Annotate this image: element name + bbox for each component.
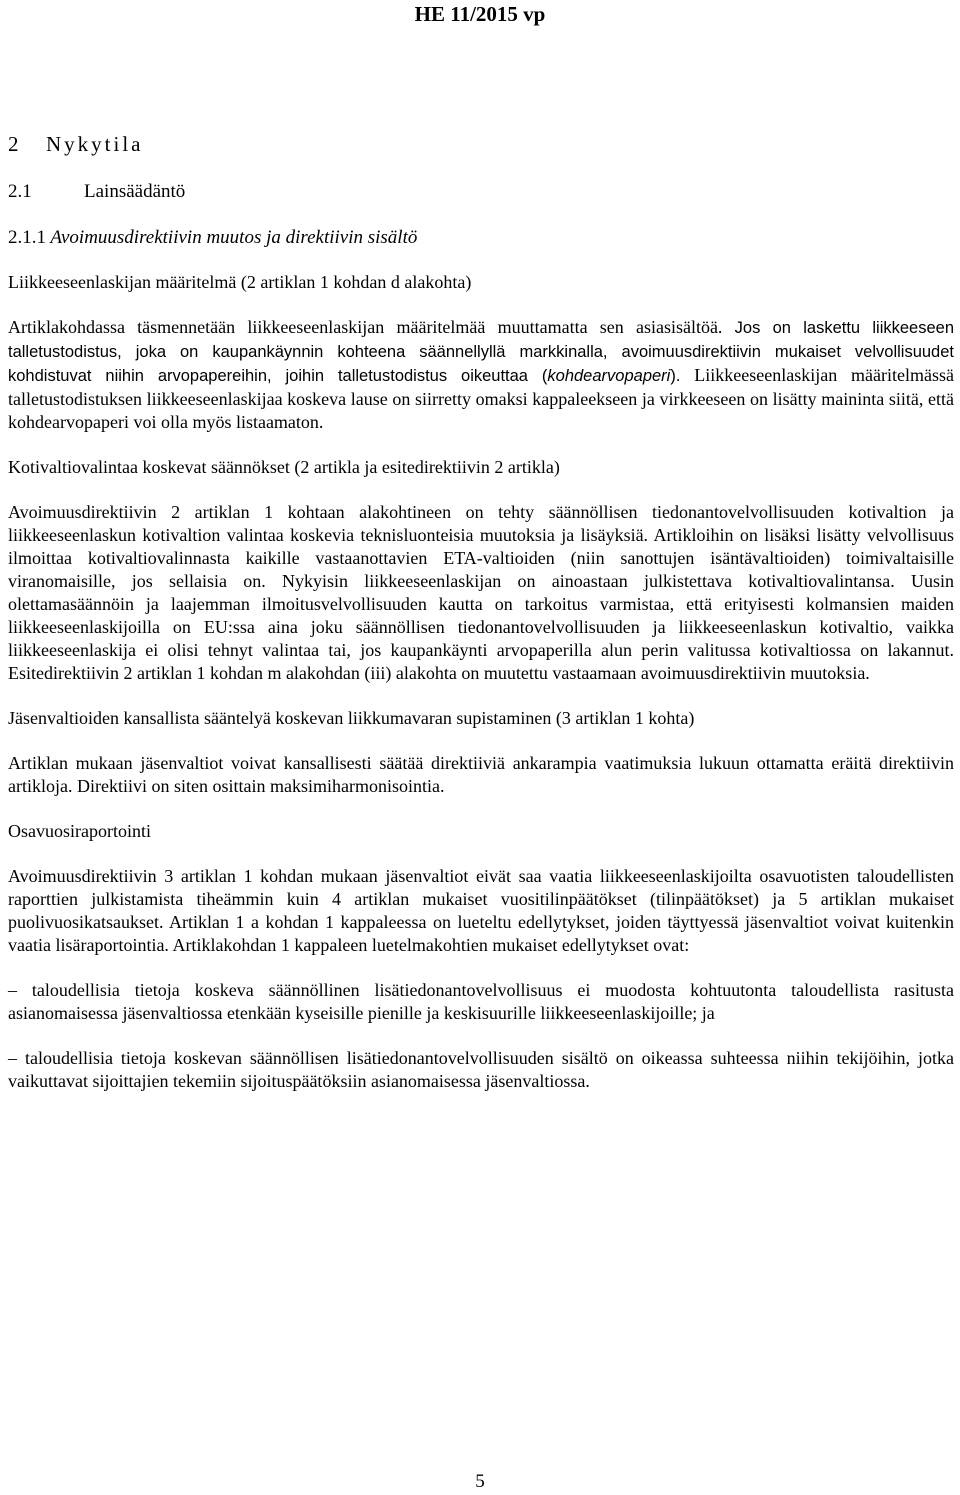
- paragraph-interim-reporting: Avoimuusdirektiivin 3 artiklan 1 kohdan mukaan jäsenvaltiot eivät saa vaatia liikkeeseenlaskijoilta osavuotisten taloudellisten raporttien julkistamista tiheämmin kuin 4 artiklan mukaiset vuositilinpäätökset (tilinpäätökset) ja 5 artiklan mukaiset puolivuosikatsaukset. Artiklan 1 a kohdan 1 kappaleessa on lueteltu edellytykset, joiden täyttyessä jäsenvaltiot voivat kuitenkin vaatia lisäraportointia. Artiklakohdan 1 kappaleen luetelmakohtien mukaiset edellytykset ovat:: [8, 866, 954, 955]
- subsection-heading: [8, 226, 954, 250]
- list-item: – taloudellisia tietoja koskeva säännöllinen lisätiedonantovelvollisuus ei muodosta kohtuutonta taloudellista rasitusta asianomaisessa jäsenvaltiossa etenkään kyseisille pienille ja keskisuurille liikkeeseenlaskijoille; ja: [8, 980, 954, 1023]
- paragraph-text-continued: Liikkeeseenlaskijan määritelmässä talletustodistuksen liikkeeseenlaskijaa koskeva lause on siirretty omaksi kappaleekseen ja virkkeeseen on lisätty maininta siitä, että kohdearvopaperi voi olla myös listaamaton.: [8, 365, 955, 432]
- paragraph-national-regulation: Artiklan mukaan jäsenvaltiot voivat kansallisesti säätää direktiiviä ankarampia vaatimuksia lukuun ottamatta eräitä direktiivin artikloja. Direktiivi on siten osittain maksimiharmonisointia.: [8, 753, 954, 796]
- heading-interim-reporting: Osavuosiraportointi: [8, 821, 151, 841]
- list-item: – taloudellisia tietoja koskevan säännöllisen lisätiedonantovelvollisuuden sisältö on oikeassa suhteessa niihin tekijöihin, jotka vaikuttavat sijoittajien tekemiin sijoituspäätöksiin asianomaisessa jäsenvaltiossa.: [8, 1048, 954, 1091]
- subsection-number: 2.1.1: [8, 227, 46, 248]
- emphasis-term: kohdearvopaperi: [547, 367, 671, 385]
- paragraph-home-state: Avoimuusdirektiivin 2 artiklan 1 kohtaan alakohtineen on tehty säännöllisen tiedonantovelvollisuuden kotivaltion ja liikkeeseenlaskun kotivaltion valintaa koskevia teknisluonteisia muutoksia ja lisäyksiä. Artikloihin on lisäksi lisätty velvollisuus ilmoittaa kotivaltiovalinnasta kaikille vastaanottavien ETA-valtioiden (niin sanottujen isäntävaltioiden) toimivaltaisille viranomaisille, jos sellaisia on. Nykyisin liikkeeseenlaskijan on ainoastaan julkistettava kotivaltiovalintansa. Uusin olettamasäännöin ja laajemman ilmoitusvelvollisuuden kautta on tarkoitus varmistaa, että erityisesti kolmansien maiden liikkeeseenlaskijoilla on EU:ssa aina joku säännöllisen tiedonantovelvollisuuden ja liikkeeseenlaskun kotivaltio, vaikka liikkeeseenlaskija ei olisi tehnyt valintaa tai, jos kaupankäynti arvopaperilla alun perin valitussa kotivaltiossa on lakannut. Esitedirektiivin 2 artiklan 1 kohdan m alakohdan (iii) alakohta on muutettu vastaamaan avoimuusdirektiivin muutoksia.: [8, 502, 954, 683]
- document-header: HE 11/2015 vp: [414, 2, 546, 26]
- heading-issuer-definition: Liikkeeseenlaskijan määritelmä (2 artiklan 1 kohdan d alakohta): [8, 272, 472, 292]
- paragraph-text: Artiklakohdassa täsmennetään liikkeeseenlaskijan määritelmää muuttamatta sen asiasisältöä.: [8, 317, 723, 337]
- chapter-number: 2: [8, 132, 19, 156]
- section-number: 2.1: [8, 181, 32, 202]
- paragraph-issuer-definition: [8, 316, 954, 434]
- document-body: [8, 131, 954, 1115]
- chapter-heading: [8, 131, 954, 157]
- heading-national-regulation: Jäsenvaltioiden kansallista sääntelyä koskevan liikkumavaran supistaminen (3 artiklan 1 kohta): [8, 708, 695, 728]
- subsection-title: Avoimuusdirektiivin muutos ja direktiivin sisältö: [50, 227, 418, 248]
- section-heading: [8, 180, 954, 204]
- page-number: 5: [475, 1471, 485, 1492]
- paragraph-text-sans-part: Jos on laskettu liikkeeseen talletustodistus, joka on kaupankäynnin kohteena säännellyllä markkinalla, avoimuusdirektiivin mukaiset velvollisuudet kohdistuvat niihin arvopapereihin, joihin talletustodistus oikeuttaa (: [8, 319, 954, 385]
- section-title: Lainsäädäntö: [84, 181, 186, 202]
- heading-home-state: Kotivaltiovalintaa koskevat säännökset (2 artikla ja esitedirektiivin 2 artikla): [8, 457, 560, 477]
- paragraph-text-sans-end: ).: [670, 367, 681, 385]
- chapter-title: Nykytila: [46, 132, 144, 156]
